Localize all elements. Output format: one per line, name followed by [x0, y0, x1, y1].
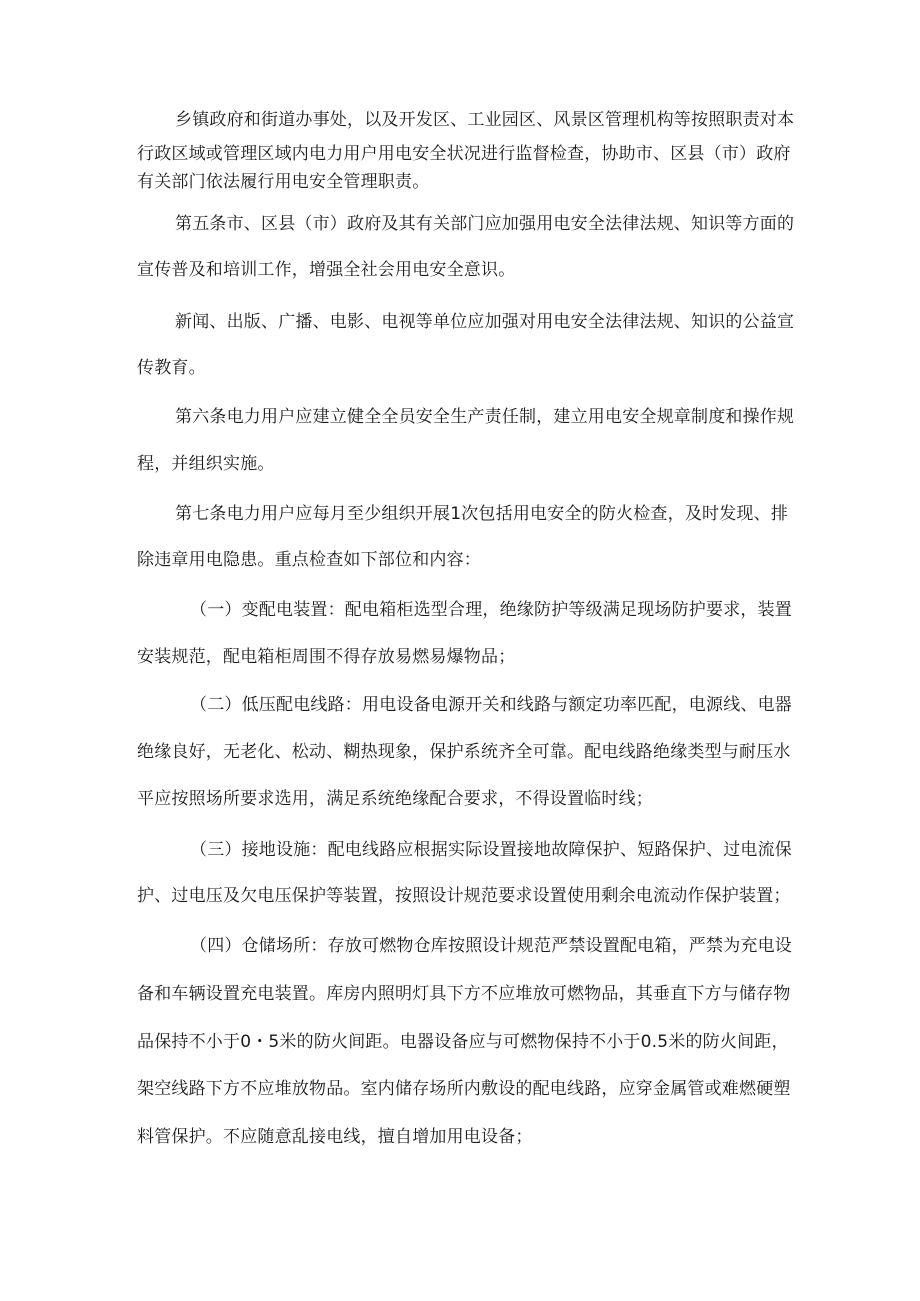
paragraph-7-line-2: 绝缘良好，无老化、松动、糊热现象，保护系统齐全可靠。配电线路绝缘类型与耐压水 [137, 742, 791, 762]
paragraph-5-line-1: 第七条电力用户应每月至少组织开展1次包括用电安全的防火检查，及时发现、排 [175, 504, 789, 524]
paragraph-3-line-2: 传教育。 [137, 358, 206, 378]
paragraph-9-line-5: 料管保护。不应随意乱接电线，擅自增加用电设备； [137, 1127, 533, 1147]
paragraph-8-line-2: 护、过电压及欠电压保护等装置，按照设计规范要求设置使用剩余电流动作保护装置； [137, 886, 791, 906]
paragraph-3-line-1: 新闻、出版、广播、电影、电视等单位应加强对用电安全法律法规、知识的公益宣 [175, 312, 795, 332]
paragraph-4-line-1: 第六条电力用户应建立健全全员安全生产责任制，建立用电安全规章制度和操作规 [175, 407, 795, 427]
paragraph-5-line-2: 除违章用电隐患。重点检查如下部位和内容： [137, 550, 481, 570]
paragraph-9-line-1: （四）仓储场所：存放可燃物仓库按照设计规范严禁设置配电箱，严禁为充电设 [190, 936, 792, 956]
paragraph-9-line-3: 品保持不小于0・5米的防火间距。电器设备应与可燃物保持不小于0.5米的防火间距， [137, 1032, 789, 1052]
paragraph-9-line-2: 备和车辆设置充电装置。库房内照明灯具下方不应堆放可燃物品，其垂直下方与储存物 [137, 984, 791, 1004]
paragraph-4-line-2: 程，并组织实施。 [137, 454, 275, 474]
paragraph-8-line-1: （三）接地设施：配电线路应根据实际设置接地故障保护、短路保护、过电流保 [190, 840, 792, 860]
paragraph-2-line-2: 宣传普及和培训工作，增强全社会用电安全意识。 [137, 260, 516, 280]
paragraph-1-line-3: 有关部门依法履行用电安全管理职责。 [137, 172, 430, 192]
paragraph-7-line-1: （二）低压配电线路：用电设备电源开关和线路与额定功率匹配，电源线、电器 [190, 695, 792, 715]
paragraph-6-line-2: 安装规范，配电箱柜周围不得存放易燃易爆物品； [137, 647, 516, 667]
paragraph-6-line-1: （一）变配电装置：配电箱柜选型合理，绝缘防护等级满足现场防护要求，装置 [190, 600, 792, 620]
paragraph-7-line-3: 平应按照场所要求选用，满足系统绝缘配合要求，不得设置临时线； [137, 789, 653, 809]
paragraph-1-line-1: 乡镇政府和街道办事处，以及开发区、工业园区、风景区管理机构等按照职责对本 [175, 110, 795, 130]
paragraph-2-line-1: 第五条市、区县（市）政府及其有关部门应加强用电安全法律法规、知识等方面的 [175, 214, 795, 234]
paragraph-9-line-4: 架空线路下方不应堆放物品。室内储存场所内敷设的配电线路，应穿金属管或难燃硬塑 [137, 1079, 791, 1099]
paragraph-1-line-2: 行政区域或管理区域内电力用户用电安全状况进行监督检查，协助市、区县（市）政府 [137, 144, 791, 164]
